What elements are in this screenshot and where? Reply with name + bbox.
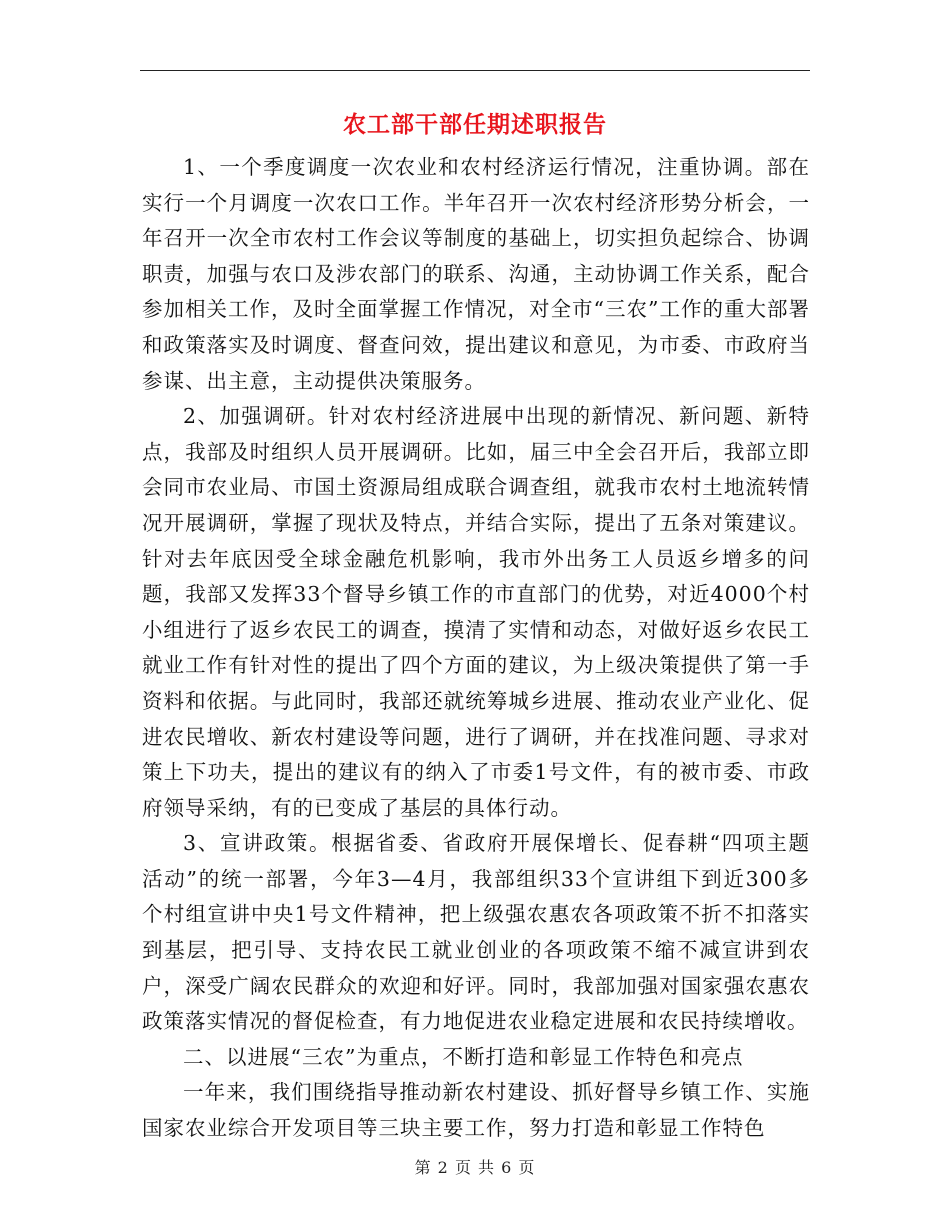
document-body [142,150,810,1147]
page-number: 第 2 页 共 6 页 [414,1158,536,1177]
paragraph-4: 一年来，我们围绕指导推动新农村建设、抓好督导乡镇工作、实施国家农业综合开发项目等三块主要工作，努力打造和彰显工作特色 [142,1080,810,1141]
paragraph-2: 2、加强调研。针对农村经济进展中出现的新情况、新问题、新特点，我部及时组织人员开展调研。比如，届三中全会召开后，我部立即会同市农业局、市国土资源局组成联合调查组，就我市农村土地流转情况开展调研，掌握了现状及特点，并结合实际，提出了五条对策建议。针对去年底因受全球金融危机影响，我市外出务工人员返乡增多的问题，我部又发挥33个督导乡镇工作的市直部门的优势，对近4000个村小组进行了返乡农民工的调查，摸清了实情和动态，对做好返乡农民工就业工作有针对性的提出了四个方面的建议，为上级决策提供了第一手资料和依据。与此同时，我部还就统筹城乡进展、推动农业产业化、促进农民增收、新农村建设等问题，进行了调研，并在找准问题、寻求对策上下功夫，提出的建议有的纳入了市委1号文件，有的被市委、市政府领导采纳，有的已变成了基层的具体行动。 [142,404,810,820]
document-title: 农工部干部任期述职报告 [343,111,607,138]
paragraph-3: 3、宣讲政策。根据省委、省政府开展保增长、促春耕“四项主题活动”的统一部署，今年3—4月，我部组织33个宣讲组下到近300多个村组宣讲中央1号文件精神，把上级强农惠农各项政策不折不扣落实到基层，把引导、支持农民工就业创业的各项政策不缩不减宣讲到农户，深受广阔农民群众的欢迎和好评。同时，我部加强对国家强农惠农政策落实情况的督促检查，有力地促进农业稳定进展和农民持续增收。 [142,831,810,1034]
section-heading: 二、以进展“三农”为重点，不断打造和彰显工作特色和亮点 [183,1044,744,1069]
paragraph-1: 1、一个季度调度一次农业和农村经济运行情况，注重协调。部在实行一个月调度一次农口工作。半年召开一次农村经济形势分析会，一年召开一次全市农村工作会议等制度的基础上，切实担负起综合、协调职责，加强与农口及涉农部门的联系、沟通，主动协调工作关系，配合参加相关工作，及时全面掌握工作情况，对全市“三农”工作的重大部署和政策落实及时调度、督查问效，提出建议和意见，为市委、市政府当参谋、出主意，主动提供决策服务。 [142,155,810,393]
header-rule [140,70,810,71]
